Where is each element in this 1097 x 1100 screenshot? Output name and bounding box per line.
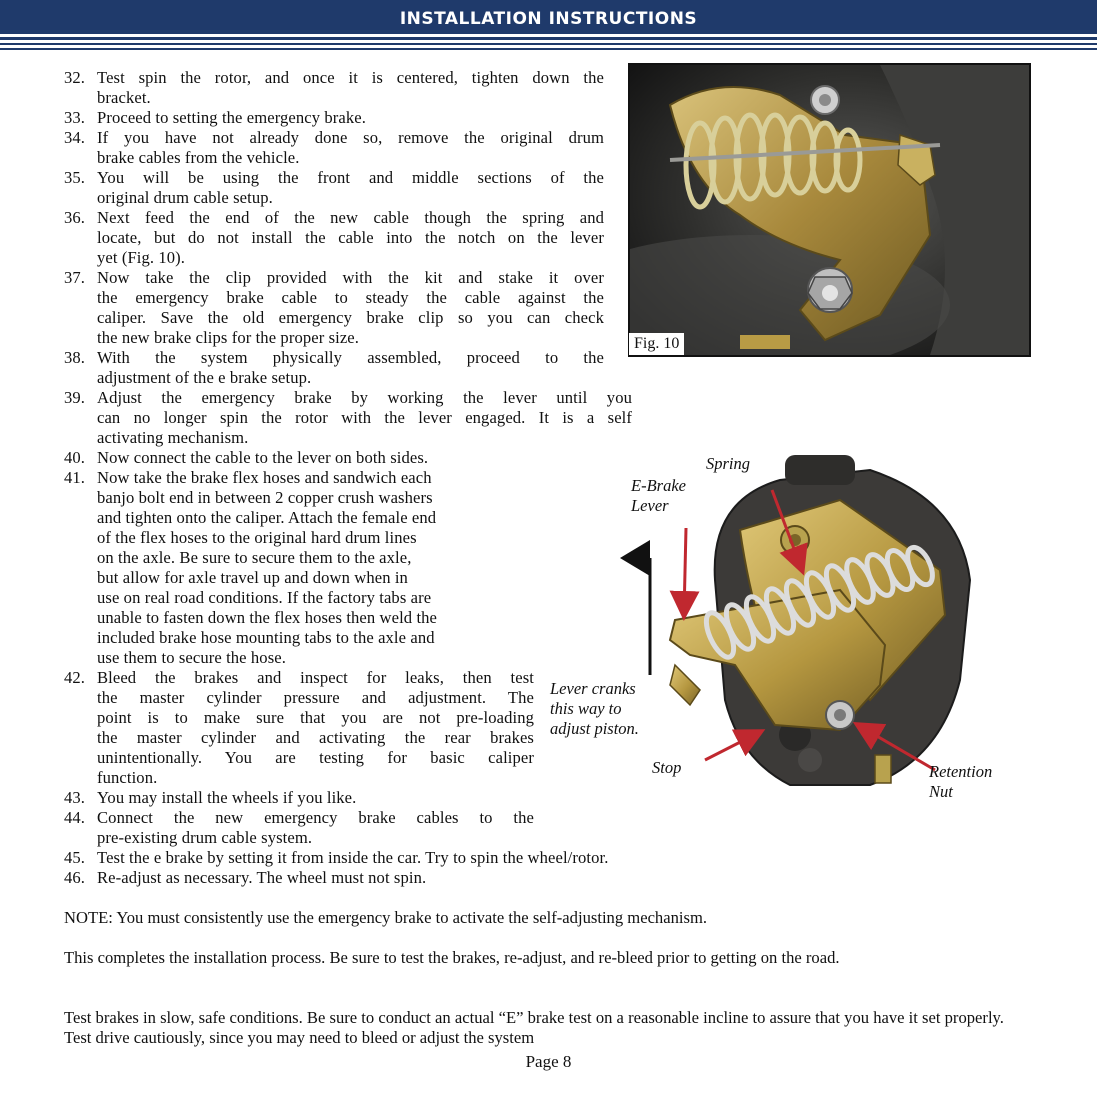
step-line: Re-adjust as necessary. The wheel must not spin.	[97, 868, 427, 887]
e-brake-lever-callout	[631, 476, 686, 516]
step-number: 37.	[64, 268, 86, 287]
header-rule	[0, 37, 1097, 40]
step-line: the master cylinder pressure and adjustment. The	[97, 688, 534, 707]
caliper-top-boss	[785, 455, 855, 485]
step-number: 35.	[64, 168, 86, 187]
step-line: use on real road conditions. If the factory tabs are	[97, 588, 432, 607]
step-line: Now take the clip provided with the kit and stake it over	[97, 268, 604, 287]
callout-line: Lever	[631, 496, 669, 515]
step-number: 34.	[64, 128, 86, 147]
step-line: bracket.	[97, 88, 151, 107]
step-line: can no longer spin the rotor with the lever engaged. It is a self	[97, 408, 632, 427]
step-line: brake cables from the vehicle.	[97, 148, 300, 167]
step-line: Proceed to setting the emergency brake.	[97, 108, 366, 127]
step-line: the emergency brake cable to steady the cable against the	[97, 288, 604, 307]
completion-paragraph: This completes the installation process. Be sure to test the brakes, re-adjust, and re-bleed prior to getting on the road.	[64, 948, 840, 967]
page-number: Page 8	[525, 1052, 572, 1071]
step-line: function.	[97, 768, 158, 787]
retention-nut-callout	[929, 762, 992, 802]
step-line: use them to secure the hose.	[97, 648, 286, 667]
callout-line: Retention	[929, 762, 993, 781]
step-line: Now connect the cable to the lever on both sides.	[97, 448, 429, 467]
step-line: Now take the brake flex hoses and sandwich each	[97, 468, 432, 487]
figure-10-photo	[628, 63, 1031, 357]
step-line: original drum cable setup.	[97, 188, 273, 207]
step-number: 38.	[64, 348, 86, 367]
step-line: and tighten onto the caliper. Attach the female end	[97, 508, 437, 527]
e-brake-lever-arrow	[684, 528, 686, 615]
step-line: With the system physically assembled, proceed to the	[97, 348, 604, 367]
callout-line: this way to	[550, 699, 622, 718]
callout-line: Nut	[929, 782, 953, 801]
spring-callout: Spring	[706, 454, 751, 473]
callout-line: adjust piston.	[550, 719, 639, 738]
step-line: banjo bolt end in between 2 copper crush washers	[97, 488, 433, 507]
step-line: You may install the wheels if you like.	[97, 788, 357, 807]
header-rule	[0, 48, 1097, 50]
step-number: 39.	[64, 388, 86, 407]
step-line: activating mechanism.	[97, 428, 249, 447]
step-number: 32.	[64, 68, 86, 87]
step-line: unable to fasten down the flex hoses then weld the	[97, 608, 438, 627]
step-line: Test spin the rotor, and once it is centered, tighten down the	[97, 68, 604, 87]
step-line: pre-existing drum cable system.	[97, 828, 313, 847]
step-number: 45.	[64, 848, 86, 867]
step-number: 33.	[64, 108, 86, 127]
step-number: 40.	[64, 448, 86, 467]
callout-line: Lever cranks	[550, 679, 636, 698]
test-paragraph: Test brakes in slow, safe conditions. Be sure to conduct an actual “E” brake test on a reasonable incline to assure that you have it set properly. Test drive cautiously, since you may need to bleed or adjust the system	[64, 1008, 1004, 1047]
step-line: You will be using the front and middle sections of the	[97, 168, 604, 187]
step-line: the new brake clips for the proper size.	[97, 328, 360, 347]
step-line: Test the e brake by setting it from inside the car. Try to spin the wheel/rotor.	[97, 848, 609, 867]
step-line: Connect the new emergency brake cables to the	[97, 808, 534, 827]
step-line: locate, but do not install the cable into the notch on the lever	[97, 228, 604, 247]
stop-callout: Stop	[652, 758, 682, 777]
step-number: 36.	[64, 208, 86, 227]
step-line: caliper. Save the old emergency brake clip so you can check	[97, 308, 604, 327]
header-rule	[0, 43, 1097, 45]
step-line: Bleed the brakes and inspect for leaks, then test	[97, 668, 534, 687]
figure-caption: Fig. 10	[629, 333, 684, 355]
step-line: point is to make sure that you are not pre-loading	[97, 708, 534, 727]
step-line: but allow for axle travel up and down when in	[97, 568, 408, 587]
step-line: on the axle. Be sure to secure them to the axle,	[97, 548, 412, 567]
step-line: the master cylinder and activating the rear brakes	[97, 728, 534, 747]
step-number: 43.	[64, 788, 86, 807]
bleeder-bolt	[875, 755, 891, 783]
step-number: 44.	[64, 808, 86, 827]
page-title: INSTALLATION INSTRUCTIONS	[399, 9, 698, 29]
step-line: yet (Fig. 10).	[97, 248, 186, 267]
step-line: adjustment of the e brake setup.	[97, 368, 312, 387]
step-line: unintentionally. You are testing for basic caliper	[97, 748, 534, 767]
step-line: Next feed the end of the new cable though the spring and	[97, 208, 604, 227]
step-number: 42.	[64, 668, 86, 687]
step-line: Adjust the emergency brake by working the lever until you	[97, 388, 632, 407]
note-paragraph: NOTE: You must consistently use the emergency brake to activate the self-adjusting mechanism.	[64, 908, 708, 927]
brake-lever-photo	[630, 65, 1029, 355]
step-number: 46.	[64, 868, 86, 887]
step-line: of the flex hoses to the original hard drum lines	[97, 528, 417, 547]
lever-cranks-callout	[550, 679, 639, 739]
callout-line: E-Brake	[631, 476, 686, 495]
step-number: 41.	[64, 468, 86, 487]
step-line: If you have not already done so, remove the original drum	[97, 128, 604, 147]
step-line: included brake hose mounting tabs to the axle and	[97, 628, 435, 647]
